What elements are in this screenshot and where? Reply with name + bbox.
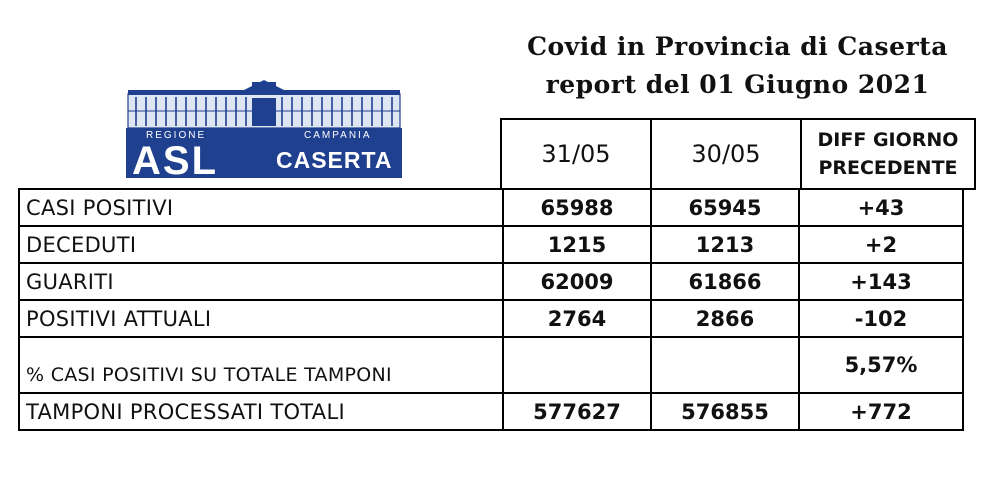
value-diff: -102 <box>799 300 963 337</box>
value-diff: +43 <box>799 189 963 226</box>
value-diff: +143 <box>799 263 963 300</box>
value-31-05: 2764 <box>503 300 651 337</box>
row-label: % CASI POSITIVI SU TOTALE TAMPONI <box>19 337 503 393</box>
value-31-05: 577627 <box>503 393 651 430</box>
value-30-05 <box>651 337 799 393</box>
row-label: GUARITI <box>19 263 503 300</box>
logo-asl-text: ASL <box>132 139 218 178</box>
table-row <box>19 226 963 263</box>
table-row <box>19 337 963 393</box>
row-label: DECEDUTI <box>19 226 503 263</box>
row-label: CASI POSITIVI <box>19 189 503 226</box>
value-diff: +772 <box>799 393 963 430</box>
diff-header-line1: DIFF GIORNO <box>817 129 959 151</box>
diff-header-line2: PRECEDENTE <box>818 157 958 179</box>
value-diff: +2 <box>799 226 963 263</box>
value-30-05: 576855 <box>651 393 799 430</box>
palace-illustration <box>128 80 400 128</box>
value-31-05: 65988 <box>503 189 651 226</box>
row-label: TAMPONI PROCESSATI TOTALI <box>19 393 503 430</box>
value-diff: 5,57% <box>799 337 963 393</box>
covid-data-table <box>18 188 964 431</box>
row-label: POSITIVI ATTUALI <box>19 300 503 337</box>
asl-caserta-logo <box>126 80 402 178</box>
report-subtitle: report del 01 Giugno 2021 <box>545 70 930 99</box>
logo-campania-text: CAMPANIA <box>304 130 372 141</box>
column-header-30-05: 30/05 <box>650 118 802 190</box>
column-header-31-05: 31/05 <box>500 118 652 190</box>
logo-caserta-text: CASERTA <box>276 147 393 173</box>
value-30-05: 65945 <box>651 189 799 226</box>
value-31-05: 62009 <box>503 263 651 300</box>
report-title: Covid in Provincia di Caserta <box>527 32 948 61</box>
table-row <box>19 189 963 226</box>
value-31-05: 1215 <box>503 226 651 263</box>
logo-region-text: REGIONE <box>146 130 207 141</box>
table-row <box>19 300 963 337</box>
table-row <box>19 263 963 300</box>
value-30-05: 61866 <box>651 263 799 300</box>
value-30-05: 1213 <box>651 226 799 263</box>
table-row <box>19 393 963 430</box>
value-31-05 <box>503 337 651 393</box>
value-30-05: 2866 <box>651 300 799 337</box>
column-header-diff <box>800 118 976 190</box>
